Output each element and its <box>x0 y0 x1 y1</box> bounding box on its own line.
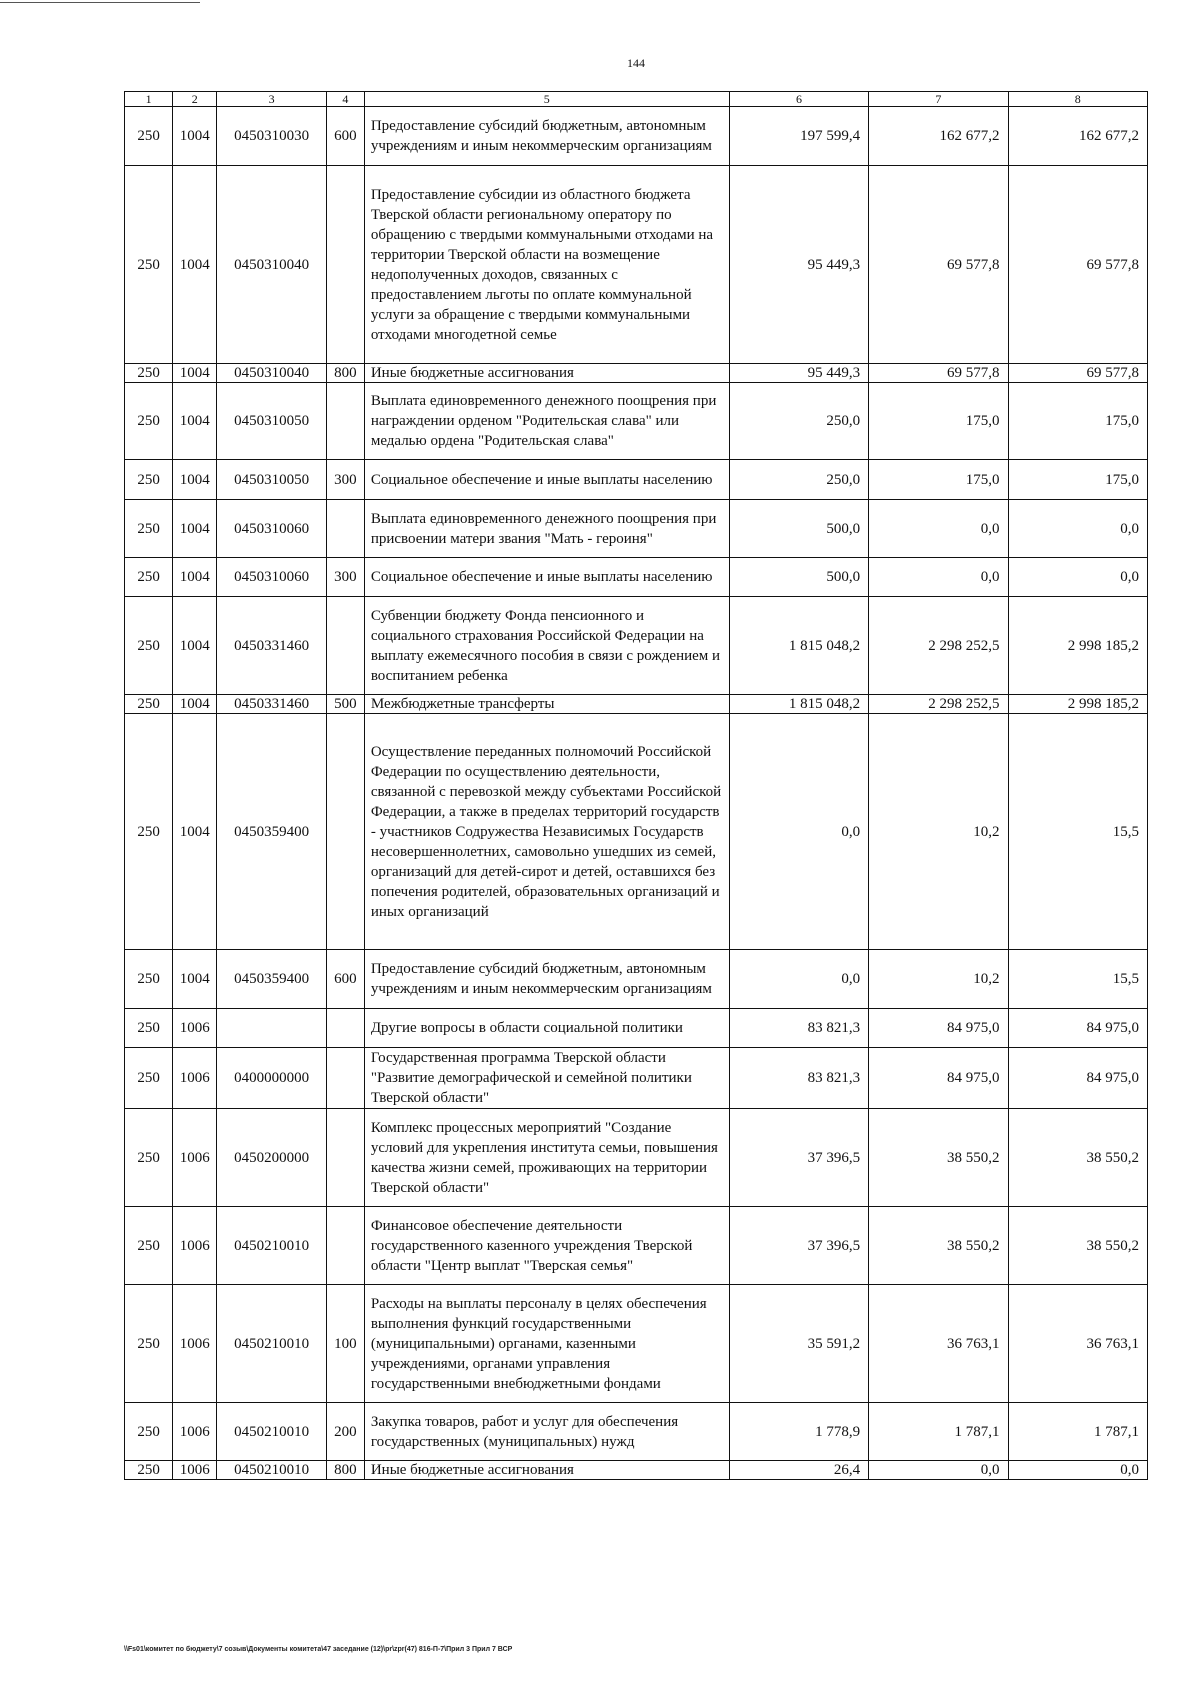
description-cell: Финансовое обеспечение деятельности государственного казенного учреждения Тверской области "Центр выплат "Тверская семья" <box>364 1207 729 1285</box>
table-row <box>125 1009 1148 1048</box>
expense-type-cell: 300 <box>326 558 364 597</box>
amount-col6-cell: 83 821,3 <box>729 1048 868 1109</box>
target-article-cell: 0450331460 <box>217 695 327 714</box>
table-row <box>125 950 1148 1009</box>
amount-col7-cell: 2 298 252,5 <box>869 695 1008 714</box>
description-cell: Комплекс процессных мероприятий "Создание условий для укрепления института семьи, повышения качества жизни семей, проживающих на территории Тверской области" <box>364 1109 729 1207</box>
ministry-code-cell: 250 <box>125 714 173 950</box>
amount-col6-cell: 250,0 <box>729 383 868 460</box>
ministry-code-cell: 250 <box>125 364 173 383</box>
expense-type-cell: 200 <box>326 1403 364 1461</box>
table-row <box>125 364 1148 383</box>
table-row <box>125 714 1148 950</box>
amount-col8-cell: 0,0 <box>1008 558 1147 597</box>
expense-type-cell <box>326 1048 364 1109</box>
amount-col6-cell: 37 396,5 <box>729 1109 868 1207</box>
target-article-cell: 0450331460 <box>217 597 327 695</box>
ministry-code-cell: 250 <box>125 695 173 714</box>
amount-col6-cell: 197 599,4 <box>729 107 868 166</box>
table-row <box>125 558 1148 597</box>
ministry-code-cell: 250 <box>125 383 173 460</box>
amount-col8-cell: 69 577,8 <box>1008 166 1147 364</box>
amount-col6-cell: 500,0 <box>729 558 868 597</box>
target-article-cell: 0450310030 <box>217 107 327 166</box>
section-code-cell: 1004 <box>173 695 217 714</box>
target-article-cell: 0450210010 <box>217 1207 327 1285</box>
description-cell: Предоставление субсидии из областного бюджета Тверской области региональному оператору по обращению с твердыми коммунальными отходами на территории Тверской области на возмещение недополученных доходов, связанных с предоставлением льготы по оплате коммунальной услуги за обращение с твердыми коммунальными отходами многодетной семье <box>364 166 729 364</box>
section-code-cell: 1004 <box>173 714 217 950</box>
amount-col6-cell: 1 815 048,2 <box>729 597 868 695</box>
amount-col6-cell: 26,4 <box>729 1461 868 1480</box>
amount-col7-cell: 2 298 252,5 <box>869 597 1008 695</box>
amount-col7-cell: 69 577,8 <box>869 364 1008 383</box>
description-cell: Выплата единовременного денежного поощрения при награждении орденом "Родительская слава" или медалью ордена "Родительская слава" <box>364 383 729 460</box>
column-number-row <box>125 92 1148 107</box>
description-cell: Другие вопросы в области социальной политики <box>364 1009 729 1048</box>
amount-col6-cell: 1 778,9 <box>729 1403 868 1461</box>
column-number: 4 <box>326 92 364 107</box>
expense-type-cell: 800 <box>326 1461 364 1480</box>
target-article-cell: 0450310050 <box>217 460 327 500</box>
amount-col6-cell: 500,0 <box>729 500 868 558</box>
amount-col6-cell: 35 591,2 <box>729 1285 868 1403</box>
expense-type-cell <box>326 1109 364 1207</box>
section-code-cell: 1004 <box>173 558 217 597</box>
expense-type-cell <box>326 500 364 558</box>
target-article-cell: 0450359400 <box>217 950 327 1009</box>
target-article-cell: 0450200000 <box>217 1109 327 1207</box>
amount-col6-cell: 0,0 <box>729 714 868 950</box>
amount-col7-cell: 36 763,1 <box>869 1285 1008 1403</box>
ministry-code-cell: 250 <box>125 1207 173 1285</box>
page-number: 144 <box>627 56 645 70</box>
ministry-code-cell: 250 <box>125 558 173 597</box>
section-code-cell: 1006 <box>173 1207 217 1285</box>
column-number: 2 <box>173 92 217 107</box>
table-row <box>125 1403 1148 1461</box>
amount-col7-cell: 0,0 <box>869 500 1008 558</box>
table-row <box>125 107 1148 166</box>
table-row <box>125 500 1148 558</box>
target-article-cell: 0400000000 <box>217 1048 327 1109</box>
table-row <box>125 460 1148 500</box>
description-cell: Иные бюджетные ассигнования <box>364 1461 729 1480</box>
ministry-code-cell: 250 <box>125 1109 173 1207</box>
amount-col8-cell: 162 677,2 <box>1008 107 1147 166</box>
target-article-cell: 0450310060 <box>217 558 327 597</box>
amount-col8-cell: 0,0 <box>1008 500 1147 558</box>
table-row <box>125 1109 1148 1207</box>
ministry-code-cell: 250 <box>125 460 173 500</box>
expense-type-cell: 100 <box>326 1285 364 1403</box>
section-code-cell: 1004 <box>173 107 217 166</box>
section-code-cell: 1006 <box>173 1048 217 1109</box>
amount-col8-cell: 38 550,2 <box>1008 1207 1147 1285</box>
amount-col8-cell: 84 975,0 <box>1008 1048 1147 1109</box>
expense-type-cell <box>326 166 364 364</box>
file-path-footer: \\Fs01\комитет по бюджету\7 созыв\Документы комитета\47 заседание (12)\pr\zpr(47) 816-П-7\Прил 3 Прил 7 ВСР <box>124 1646 513 1653</box>
expense-type-cell <box>326 1009 364 1048</box>
amount-col7-cell: 0,0 <box>869 558 1008 597</box>
column-number: 5 <box>364 92 729 107</box>
amount-col8-cell: 38 550,2 <box>1008 1109 1147 1207</box>
column-number: 6 <box>729 92 868 107</box>
amount-col8-cell: 175,0 <box>1008 460 1147 500</box>
ministry-code-cell: 250 <box>125 107 173 166</box>
amount-col6-cell: 83 821,3 <box>729 1009 868 1048</box>
target-article-cell <box>217 1009 327 1048</box>
target-article-cell: 0450210010 <box>217 1285 327 1403</box>
amount-col7-cell: 38 550,2 <box>869 1207 1008 1285</box>
section-code-cell: 1004 <box>173 383 217 460</box>
section-code-cell: 1006 <box>173 1403 217 1461</box>
column-number: 3 <box>217 92 327 107</box>
ministry-code-cell: 250 <box>125 1009 173 1048</box>
table-row <box>125 695 1148 714</box>
budget-table <box>124 91 1148 1480</box>
section-code-cell: 1006 <box>173 1285 217 1403</box>
amount-col7-cell: 38 550,2 <box>869 1109 1008 1207</box>
ministry-code-cell: 250 <box>125 1461 173 1480</box>
ministry-code-cell: 250 <box>125 950 173 1009</box>
section-code-cell: 1004 <box>173 364 217 383</box>
ministry-code-cell: 250 <box>125 1048 173 1109</box>
section-code-cell: 1006 <box>173 1461 217 1480</box>
ministry-code-cell: 250 <box>125 166 173 364</box>
target-article-cell: 0450210010 <box>217 1461 327 1480</box>
expense-type-cell <box>326 714 364 950</box>
description-cell: Выплата единовременного денежного поощрения при присвоении матери звания "Мать - героиня" <box>364 500 729 558</box>
amount-col6-cell: 0,0 <box>729 950 868 1009</box>
amount-col8-cell: 15,5 <box>1008 714 1147 950</box>
amount-col8-cell: 36 763,1 <box>1008 1285 1147 1403</box>
section-code-cell: 1004 <box>173 597 217 695</box>
table-row <box>125 383 1148 460</box>
description-cell: Межбюджетные трансферты <box>364 695 729 714</box>
target-article-cell: 0450310060 <box>217 500 327 558</box>
amount-col7-cell: 10,2 <box>869 714 1008 950</box>
section-code-cell: 1004 <box>173 500 217 558</box>
amount-col8-cell: 2 998 185,2 <box>1008 597 1147 695</box>
section-code-cell: 1006 <box>173 1009 217 1048</box>
column-number: 8 <box>1008 92 1147 107</box>
amount-col7-cell: 162 677,2 <box>869 107 1008 166</box>
table-row <box>125 1207 1148 1285</box>
amount-col8-cell: 1 787,1 <box>1008 1403 1147 1461</box>
description-cell: Социальное обеспечение и иные выплаты населению <box>364 558 729 597</box>
target-article-cell: 0450359400 <box>217 714 327 950</box>
column-number: 7 <box>869 92 1008 107</box>
amount-col7-cell: 84 975,0 <box>869 1009 1008 1048</box>
expense-type-cell: 300 <box>326 460 364 500</box>
target-article-cell: 0450210010 <box>217 1403 327 1461</box>
amount-col8-cell: 84 975,0 <box>1008 1009 1147 1048</box>
description-cell: Расходы на выплаты персоналу в целях обеспечения выполнения функций государственными (муниципальными) органами, казенными учреждениями, органами управления государственными внебюджетными фондами <box>364 1285 729 1403</box>
section-code-cell: 1004 <box>173 166 217 364</box>
target-article-cell: 0450310040 <box>217 166 327 364</box>
table-row <box>125 597 1148 695</box>
amount-col6-cell: 37 396,5 <box>729 1207 868 1285</box>
amount-col7-cell: 84 975,0 <box>869 1048 1008 1109</box>
description-cell: Иные бюджетные ассигнования <box>364 364 729 383</box>
table-row <box>125 1285 1148 1403</box>
expense-type-cell: 600 <box>326 107 364 166</box>
target-article-cell: 0450310050 <box>217 383 327 460</box>
ministry-code-cell: 250 <box>125 500 173 558</box>
section-code-cell: 1004 <box>173 460 217 500</box>
amount-col8-cell: 15,5 <box>1008 950 1147 1009</box>
expense-type-cell <box>326 383 364 460</box>
amount-col7-cell: 1 787,1 <box>869 1403 1008 1461</box>
amount-col7-cell: 0,0 <box>869 1461 1008 1480</box>
ministry-code-cell: 250 <box>125 1285 173 1403</box>
amount-col6-cell: 95 449,3 <box>729 166 868 364</box>
table-row <box>125 1461 1148 1480</box>
amount-col6-cell: 250,0 <box>729 460 868 500</box>
amount-col7-cell: 175,0 <box>869 460 1008 500</box>
amount-col8-cell: 0,0 <box>1008 1461 1147 1480</box>
description-cell: Государственная программа Тверской области "Развитие демографической и семейной политики Тверской области" <box>364 1048 729 1109</box>
table-row <box>125 166 1148 364</box>
section-code-cell: 1006 <box>173 1109 217 1207</box>
description-cell: Осуществление переданных полномочий Российской Федерации по осуществлению деятельности, связанной с перевозкой между субъектами Российской Федерации, а также в пределах территорий государств - участников Содружества Независимых Государств несовершеннолетних, самовольно ушедших из семей, организаций для детей-сирот и детей, оставшихся без попечения родителей, образовательных организаций и иных организаций <box>364 714 729 950</box>
expense-type-cell: 600 <box>326 950 364 1009</box>
amount-col7-cell: 175,0 <box>869 383 1008 460</box>
description-cell: Предоставление субсидий бюджетным, автономным учреждениям и иным некоммерческим организациям <box>364 950 729 1009</box>
description-cell: Закупка товаров, работ и услуг для обеспечения государственных (муниципальных) нужд <box>364 1403 729 1461</box>
column-number: 1 <box>125 92 173 107</box>
ministry-code-cell: 250 <box>125 1403 173 1461</box>
amount-col8-cell: 175,0 <box>1008 383 1147 460</box>
description-cell: Субвенции бюджету Фонда пенсионного и социального страхования Российской Федерации на выплату ежемесячного пособия в связи с рождением и воспитанием ребенка <box>364 597 729 695</box>
amount-col7-cell: 10,2 <box>869 950 1008 1009</box>
expense-type-cell: 800 <box>326 364 364 383</box>
target-article-cell: 0450310040 <box>217 364 327 383</box>
ministry-code-cell: 250 <box>125 597 173 695</box>
description-cell: Предоставление субсидий бюджетным, автономным учреждениям и иным некоммерческим организациям <box>364 107 729 166</box>
expense-type-cell <box>326 1207 364 1285</box>
amount-col8-cell: 2 998 185,2 <box>1008 695 1147 714</box>
section-code-cell: 1004 <box>173 950 217 1009</box>
description-cell: Социальное обеспечение и иные выплаты населению <box>364 460 729 500</box>
table-row <box>125 1048 1148 1109</box>
amount-col8-cell: 69 577,8 <box>1008 364 1147 383</box>
expense-type-cell <box>326 597 364 695</box>
expense-type-cell: 500 <box>326 695 364 714</box>
top-edge-line <box>0 2 200 3</box>
amount-col6-cell: 1 815 048,2 <box>729 695 868 714</box>
amount-col6-cell: 95 449,3 <box>729 364 868 383</box>
amount-col7-cell: 69 577,8 <box>869 166 1008 364</box>
